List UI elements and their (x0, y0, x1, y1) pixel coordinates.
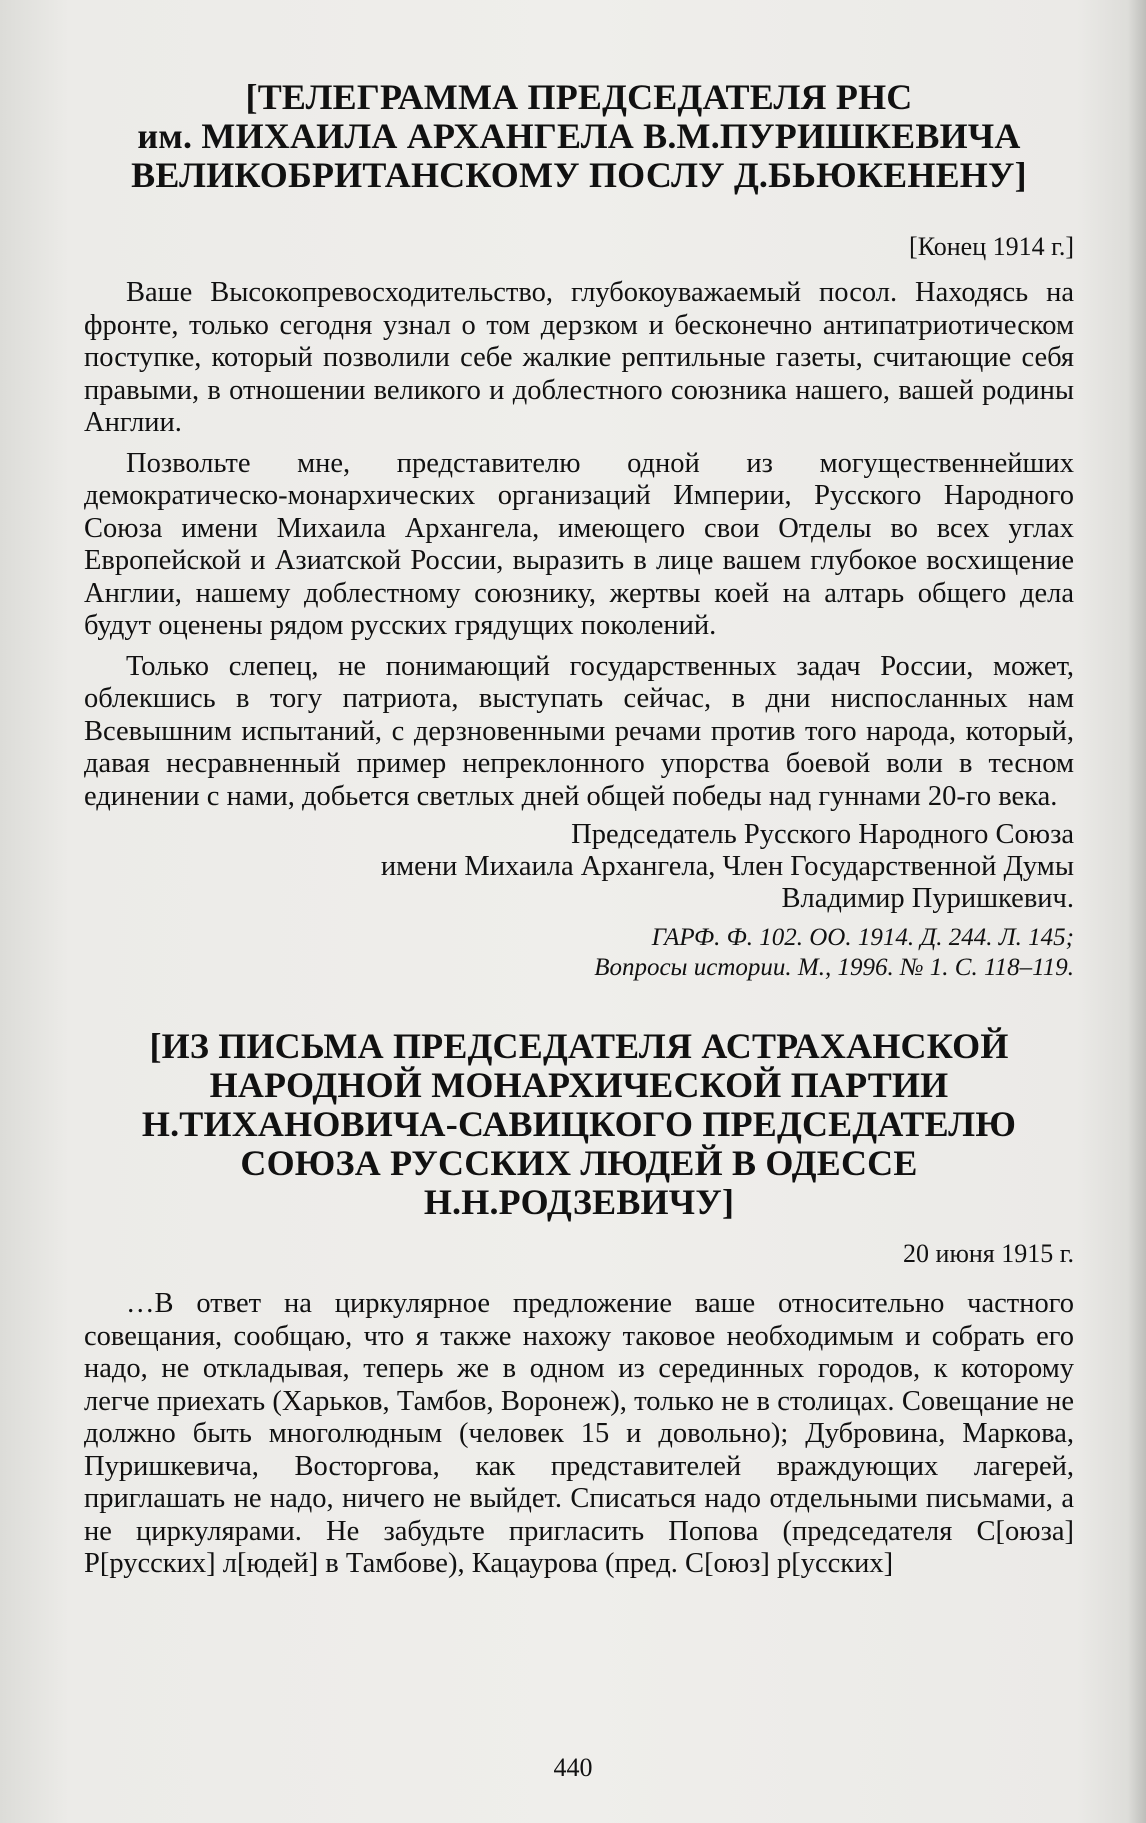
page-content (84, 64, 1074, 1581)
doc2-body (84, 1288, 1074, 1581)
page-number: 440 (553, 1753, 593, 1782)
doc2-heading (84, 1027, 1074, 1222)
doc1-heading (84, 78, 1074, 195)
page-spine-shadow (1128, 0, 1146, 1823)
doc2-heading-line: Н.ТИХАНОВИЧА-САВИЦКОГО ПРЕДСЕДАТЕЛЮ (141, 1104, 1017, 1144)
doc1-heading-line: ВЕЛИКОБРИТАНСКОМУ ПОСЛУ Д.БЬЮКЕНЕНУ] (131, 155, 1027, 195)
doc1-heading-line: им. МИХАИЛА АРХАНГЕЛА В.М.ПУРИШКЕВИЧА (137, 116, 1021, 156)
doc1-heading-line: [ТЕЛЕГРАММА ПРЕДСЕДАТЕЛЯ РНС (245, 77, 913, 117)
doc1-date: [Конец 1914 г.] (909, 232, 1074, 261)
doc1-paragraph: Позвольте мне, представителю одной из могущественнейших демократическо-монархических организаций Империи, Русского Народного Союза имени Михаила Архангела, имеющего свои Отделы во всех углах Европейской и Азиатской России, выразить в лице вашем глубокое восхищение Англии, нашему доблестному союзнику, жертвы коей на алтарь общего дела будут оценены рядом русских грядущих поколений. (84, 447, 1074, 641)
signature-line: Председатель Русского Народного Союза (571, 819, 1074, 850)
source-line: Вопросы истории. М., 1996. № 1. С. 118–119. (594, 954, 1074, 981)
signature-line: Владимир Пуришкевич. (781, 883, 1074, 914)
signature-line: имени Михаила Архангела, Член Государственной Думы (380, 851, 1074, 882)
doc2-heading-line: НАРОДНОЙ МОНАРХИЧЕСКОЙ ПАРТИИ (209, 1065, 949, 1105)
doc1-paragraph: Только слепец, не понимающий государственных задач России, может, облекшись в тогу патриота, выступать сейчас, в дни ниспосланных нам Всевышним испытаний, с дерзновенными речами против того народа, который, давая несравненный пример непреклонного упорства боевой воли в тесном единении с нами, добьется светлых дней общей победы над гуннами 20-го века. (84, 650, 1074, 812)
doc1-source (84, 923, 1074, 983)
doc1-paragraph: Ваше Высокопревосходительство, глубокоуважаемый посол. Находясь на фронте, только сегодня узнал о том дерзком и бесконечно антипатриотическом поступке, который позволили себе жалкие рептильные газеты, считающие себя правыми, в отношении великого и доблестного союзника нашего, вашей родины Англии. (84, 277, 1074, 438)
doc2-paragraph: …В ответ на циркулярное предложение ваше относительно частного совещания, сообщаю, что я также нахожу таковое необходимым и собрать его надо, не откладывая, теперь же в одном из серединных городов, к которому легче приехать (Харьков, Тамбов, Воронеж), только не в столицах. Совещание не должно быть многолюдным (человек 15 и довольно); Дубровина, Маркова, Пуришкевича, Восторгова, как представителей враждующих лагерей, приглашать не надо, ничего не выйдет. Списаться надо отдельными письмами, а не циркулярами. Не забудьте пригласить Попова (председателя С[оюза] Р[русских] л[юдей] в Тамбове), Кацаурова (пред. С[оюз] р[усских] (84, 1288, 1074, 1579)
source-line: ГАРФ. Ф. 102. ОО. 1914. Д. 244. Л. 145; (651, 924, 1074, 951)
doc1-signature (84, 819, 1074, 915)
doc2-heading-line: [ИЗ ПИСЬМА ПРЕДСЕДАТЕЛЯ АСТРАХАНСКОЙ (149, 1026, 1009, 1066)
doc2-date: 20 июня 1915 г. (903, 1239, 1074, 1268)
doc2-heading-line: СОЮЗА РУССКИХ ЛЮДЕЙ В ОДЕССЕ Н.Н.РОДЗЕВИЧУ] (240, 1143, 918, 1222)
doc1-body (84, 277, 1074, 813)
